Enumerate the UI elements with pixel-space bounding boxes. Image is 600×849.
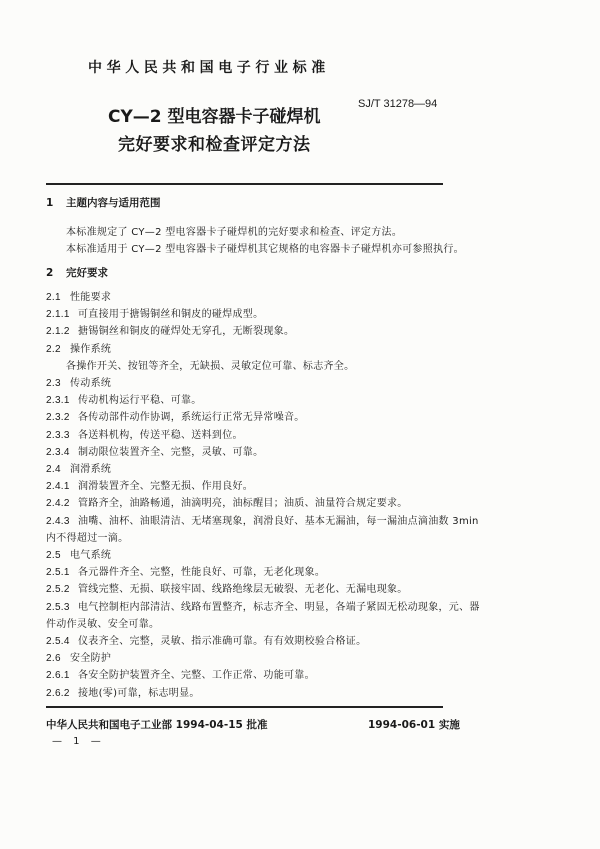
clause-text: 油嘴、油杯、油眼清洁、无堵塞现象，润滑良好、基本无漏油，每一漏油点滴油数 3min — [78, 515, 479, 527]
clause-number: 2.6.1 — [46, 670, 70, 682]
clause-text: 安全防护 — [70, 653, 112, 665]
clause-text: 制动限位装置齐全、完整，灵敏、可靠。 — [78, 446, 264, 458]
clause-number: 2.5.3 — [46, 601, 70, 613]
clause-text: 操作系统 — [70, 343, 112, 355]
document-title-line1: CY—2 型电容器卡子碰焊机 — [108, 107, 321, 127]
section-title: 完好要求 — [66, 267, 108, 279]
clause-text: 传动系统 — [70, 378, 112, 390]
section-1-heading — [46, 195, 161, 210]
clause-number: 2.3.1 — [46, 395, 70, 407]
clause-number: 2.3 — [46, 378, 61, 390]
clause-number: 2.2 — [46, 343, 61, 355]
subsection-heading — [46, 461, 446, 478]
top-divider — [46, 183, 443, 185]
clause-number: 2.3.3 — [46, 429, 70, 441]
clause-number: 2.5.1 — [46, 567, 70, 579]
clause-number: 2.3.2 — [46, 412, 70, 424]
clause-text: 可直接用于搪锡铜丝和铜皮的碰焊成型。 — [78, 309, 264, 321]
clause-text: 管路齐全，油路畅通，油滴明亮，油标醒目；油质、油量符合规定要求。 — [78, 498, 408, 510]
clause-text: 各传动部件动作协调，系统运行正常无异常噪音。 — [78, 412, 305, 424]
list-item — [46, 306, 446, 323]
clause-number: 2.6 — [46, 653, 61, 665]
clause-number: 2.4.3 — [46, 515, 70, 527]
clause-text: 电气系统 — [70, 550, 112, 562]
section-number: 2 — [46, 267, 54, 279]
subsection-heading — [46, 650, 446, 667]
clause-number: 2.5.2 — [46, 584, 70, 596]
list-item — [46, 564, 446, 581]
clause-text: 传动机构运行平稳、可靠。 — [78, 395, 202, 407]
clause-text: 内不得超过一滴。 — [46, 532, 129, 544]
subsection-heading — [46, 341, 446, 358]
effective-date: 1994-06-01 实施 — [368, 719, 460, 731]
list-item — [46, 581, 446, 598]
subsection-heading — [46, 375, 446, 392]
list-item — [46, 392, 446, 409]
clause-number: 2.3.4 — [46, 446, 70, 458]
list-item — [46, 599, 480, 616]
approval-line: 中华人民共和国电子工业部 1994-04-15 批准 — [46, 719, 268, 731]
clause-number: 2.5 — [46, 550, 61, 562]
clause-text: 润滑系统 — [70, 464, 112, 476]
paragraph: 本标准适用于 CY—2 型电容器卡子碰焊机其它规格的电容器卡子碰焊机亦可参照执行。 — [66, 244, 464, 255]
clause-text: 搪锡铜丝和铜皮的碰焊处无穿孔，无断裂现象。 — [78, 326, 295, 338]
clause-text: 件动作灵敏、安全可靠。 — [46, 618, 160, 630]
page-number: — 1 — — [52, 736, 105, 747]
clause-number: 2.5.4 — [46, 636, 70, 648]
clause-text: 接地(零)可靠，标志明显。 — [78, 687, 200, 699]
subsection-heading — [46, 547, 446, 564]
list-item — [46, 616, 446, 633]
section-number: 1 — [46, 197, 54, 209]
clause-text: 电气控制柜内部清洁、线路布置整齐，标志齐全、明显，各端子紧固无松动现象，元、器 — [78, 601, 480, 613]
clause-number: 2.4.1 — [46, 481, 70, 493]
clause-text: 各安全防护装置齐全、完整、工作正常、功能可靠。 — [78, 670, 315, 682]
clause-text: 管线完整、无损、联接牢固、线路绝缘层无破裂、无老化、无漏电现象。 — [78, 584, 408, 596]
list-item — [46, 667, 446, 684]
section-2-heading — [46, 265, 108, 280]
subsection-heading — [46, 289, 446, 306]
list-item — [46, 633, 446, 650]
list-item — [46, 409, 446, 426]
clause-number: 2.1.2 — [46, 326, 70, 338]
clause-number: 2.6.2 — [46, 687, 70, 699]
clause-text: 性能要求 — [70, 292, 112, 303]
standard-code: SJ/T 31278—94 — [358, 98, 438, 110]
bottom-divider — [46, 706, 443, 708]
list-item — [46, 495, 446, 512]
clause-text: 各元器件齐全、完整，性能良好、可靠，无老化现象。 — [78, 567, 326, 579]
clause-text: 各操作开关、按钮等齐全，无缺损、灵敏定位可靠、标志齐全。 — [66, 360, 355, 372]
clause-number: 2.1 — [46, 292, 61, 303]
clause-text: 仪表齐全、完整，灵敏、指示准确可靠。有有效期校验合格证。 — [78, 636, 367, 648]
clause-number: 2.4.2 — [46, 498, 70, 510]
clause-text: 润滑装置齐全、完整无损、作用良好。 — [78, 481, 254, 493]
issuing-body-header: 中华人民共和国电子行业标准 — [88, 60, 330, 76]
clause-number: 2.4 — [46, 464, 61, 476]
paragraph: 本标准规定了 CY—2 型电容器卡子碰焊机的完好要求和检查、评定方法。 — [66, 227, 403, 238]
list-item — [46, 323, 446, 340]
document-title-line2: 完好要求和检查评定方法 — [118, 135, 311, 155]
clause-text: 各送料机构，传送平稳、送料到位。 — [78, 429, 243, 441]
clause-number: 2.1.1 — [46, 309, 70, 321]
list-item — [46, 427, 446, 444]
list-item — [46, 478, 446, 495]
list-item — [46, 530, 446, 547]
requirements-list — [46, 289, 480, 702]
list-item — [46, 444, 446, 461]
list-item — [46, 358, 446, 375]
list-item — [46, 513, 479, 530]
section-title: 主题内容与适用范围 — [66, 197, 161, 209]
list-item — [46, 685, 446, 702]
